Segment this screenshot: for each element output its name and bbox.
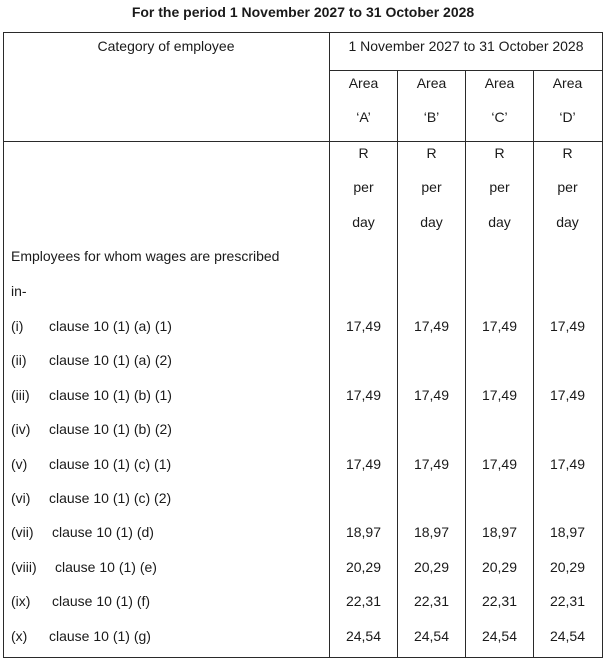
rate-value: 18,97 [549,524,586,541]
unit-currency-1: R [426,145,437,161]
unit-per-0: per [353,179,374,195]
rate-value: 20,29 [345,558,382,575]
rate-value: 24,54 [413,627,450,644]
rate-value: 17,49 [345,455,382,472]
area-letter-1: ‘B’ [423,109,440,125]
rate-value: 17,49 [481,318,518,334]
rate-value: 17,49 [413,386,450,403]
row-number: (iv) [11,421,31,438]
row-number: (ix) [11,593,31,610]
rate-value: 18,97 [345,524,382,541]
row-clause: clause 10 (1) (c) (1) [49,455,172,472]
rate-value: 17,49 [345,318,382,334]
unit-per-2: per [489,179,510,195]
unit-day-2: day [488,214,511,230]
row-clause: clause 10 (1) (b) (1) [49,386,172,403]
area-word-3: Area [552,75,583,91]
unit-day-1: day [420,214,443,230]
category-header: Category of employee [97,38,235,54]
row-number: (vi) [11,490,31,506]
row-number: (x) [11,627,28,644]
row-clause: clause 10 (1) (e) [55,558,157,575]
unit-currency-0: R [358,145,369,161]
rate-value: 17,49 [413,318,450,334]
rate-value: 22,31 [481,593,518,610]
rate-value: 17,49 [413,455,450,472]
row-clause: clause 10 (1) (f) [52,593,151,610]
unit-currency-2: R [494,145,505,161]
row-number: (iii) [11,386,30,403]
rate-value: 17,49 [549,318,586,334]
row-number: (ii) [11,352,27,369]
unit-day-3: day [556,214,579,230]
header-divider [3,141,603,142]
rate-value: 22,31 [345,593,382,610]
row-clause: clause 10 (1) (a) (1) [49,318,172,334]
rate-value: 20,29 [549,558,586,575]
area-word-2: Area [484,75,515,91]
row-clause: clause 10 (1) (c) (2) [49,490,172,506]
rate-value: 20,29 [413,558,450,575]
unit-currency-3: R [562,145,573,161]
rate-value: 18,97 [413,524,450,541]
area-letter-3: ‘D’ [559,109,576,125]
table-border-left [3,32,4,658]
rate-value: 17,49 [549,455,586,472]
rate-value: 22,31 [549,593,586,610]
rate-value: 17,49 [345,386,382,403]
page-title: For the period 1 November 2027 to 31 October 2028 [131,4,475,20]
period-divider [329,70,603,71]
row-clause: clause 10 (1) (g) [49,627,151,644]
wage-table [3,32,603,658]
row-clause: clause 10 (1) (b) (2) [49,421,172,438]
rate-value: 24,54 [481,627,518,644]
rate-value: 17,49 [481,455,518,472]
unit-day-0: day [352,214,375,230]
rate-value: 17,49 [481,386,518,403]
area-letter-0: ‘A’ [356,109,371,125]
table-border-right [602,32,603,658]
area-letter-2: ‘C’ [491,109,508,125]
row-number: (viii) [11,558,37,575]
intro-line-2: in- [11,283,27,299]
row-clause: clause 10 (1) (d) [52,524,154,541]
unit-per-1: per [421,179,442,195]
rate-value: 17,49 [549,386,586,403]
row-number: (i) [11,318,24,334]
rate-value: 24,54 [345,627,382,644]
row-number: (vii) [11,524,34,541]
rate-value: 24,54 [549,627,586,644]
intro-line-1: Employees for whom wages are prescribed [11,248,280,264]
table-border-bottom [3,657,603,658]
area-word-0: Area [348,75,379,91]
row-number: (v) [11,455,28,472]
table-border-top [3,32,603,33]
unit-per-3: per [557,179,578,195]
row-clause: clause 10 (1) (a) (2) [49,352,172,369]
rate-value: 22,31 [413,593,450,610]
area-word-1: Area [416,75,447,91]
period-header: 1 November 2027 to 31 October 2028 [348,38,584,54]
rate-value: 18,97 [481,524,518,541]
rate-value: 20,29 [481,558,518,575]
